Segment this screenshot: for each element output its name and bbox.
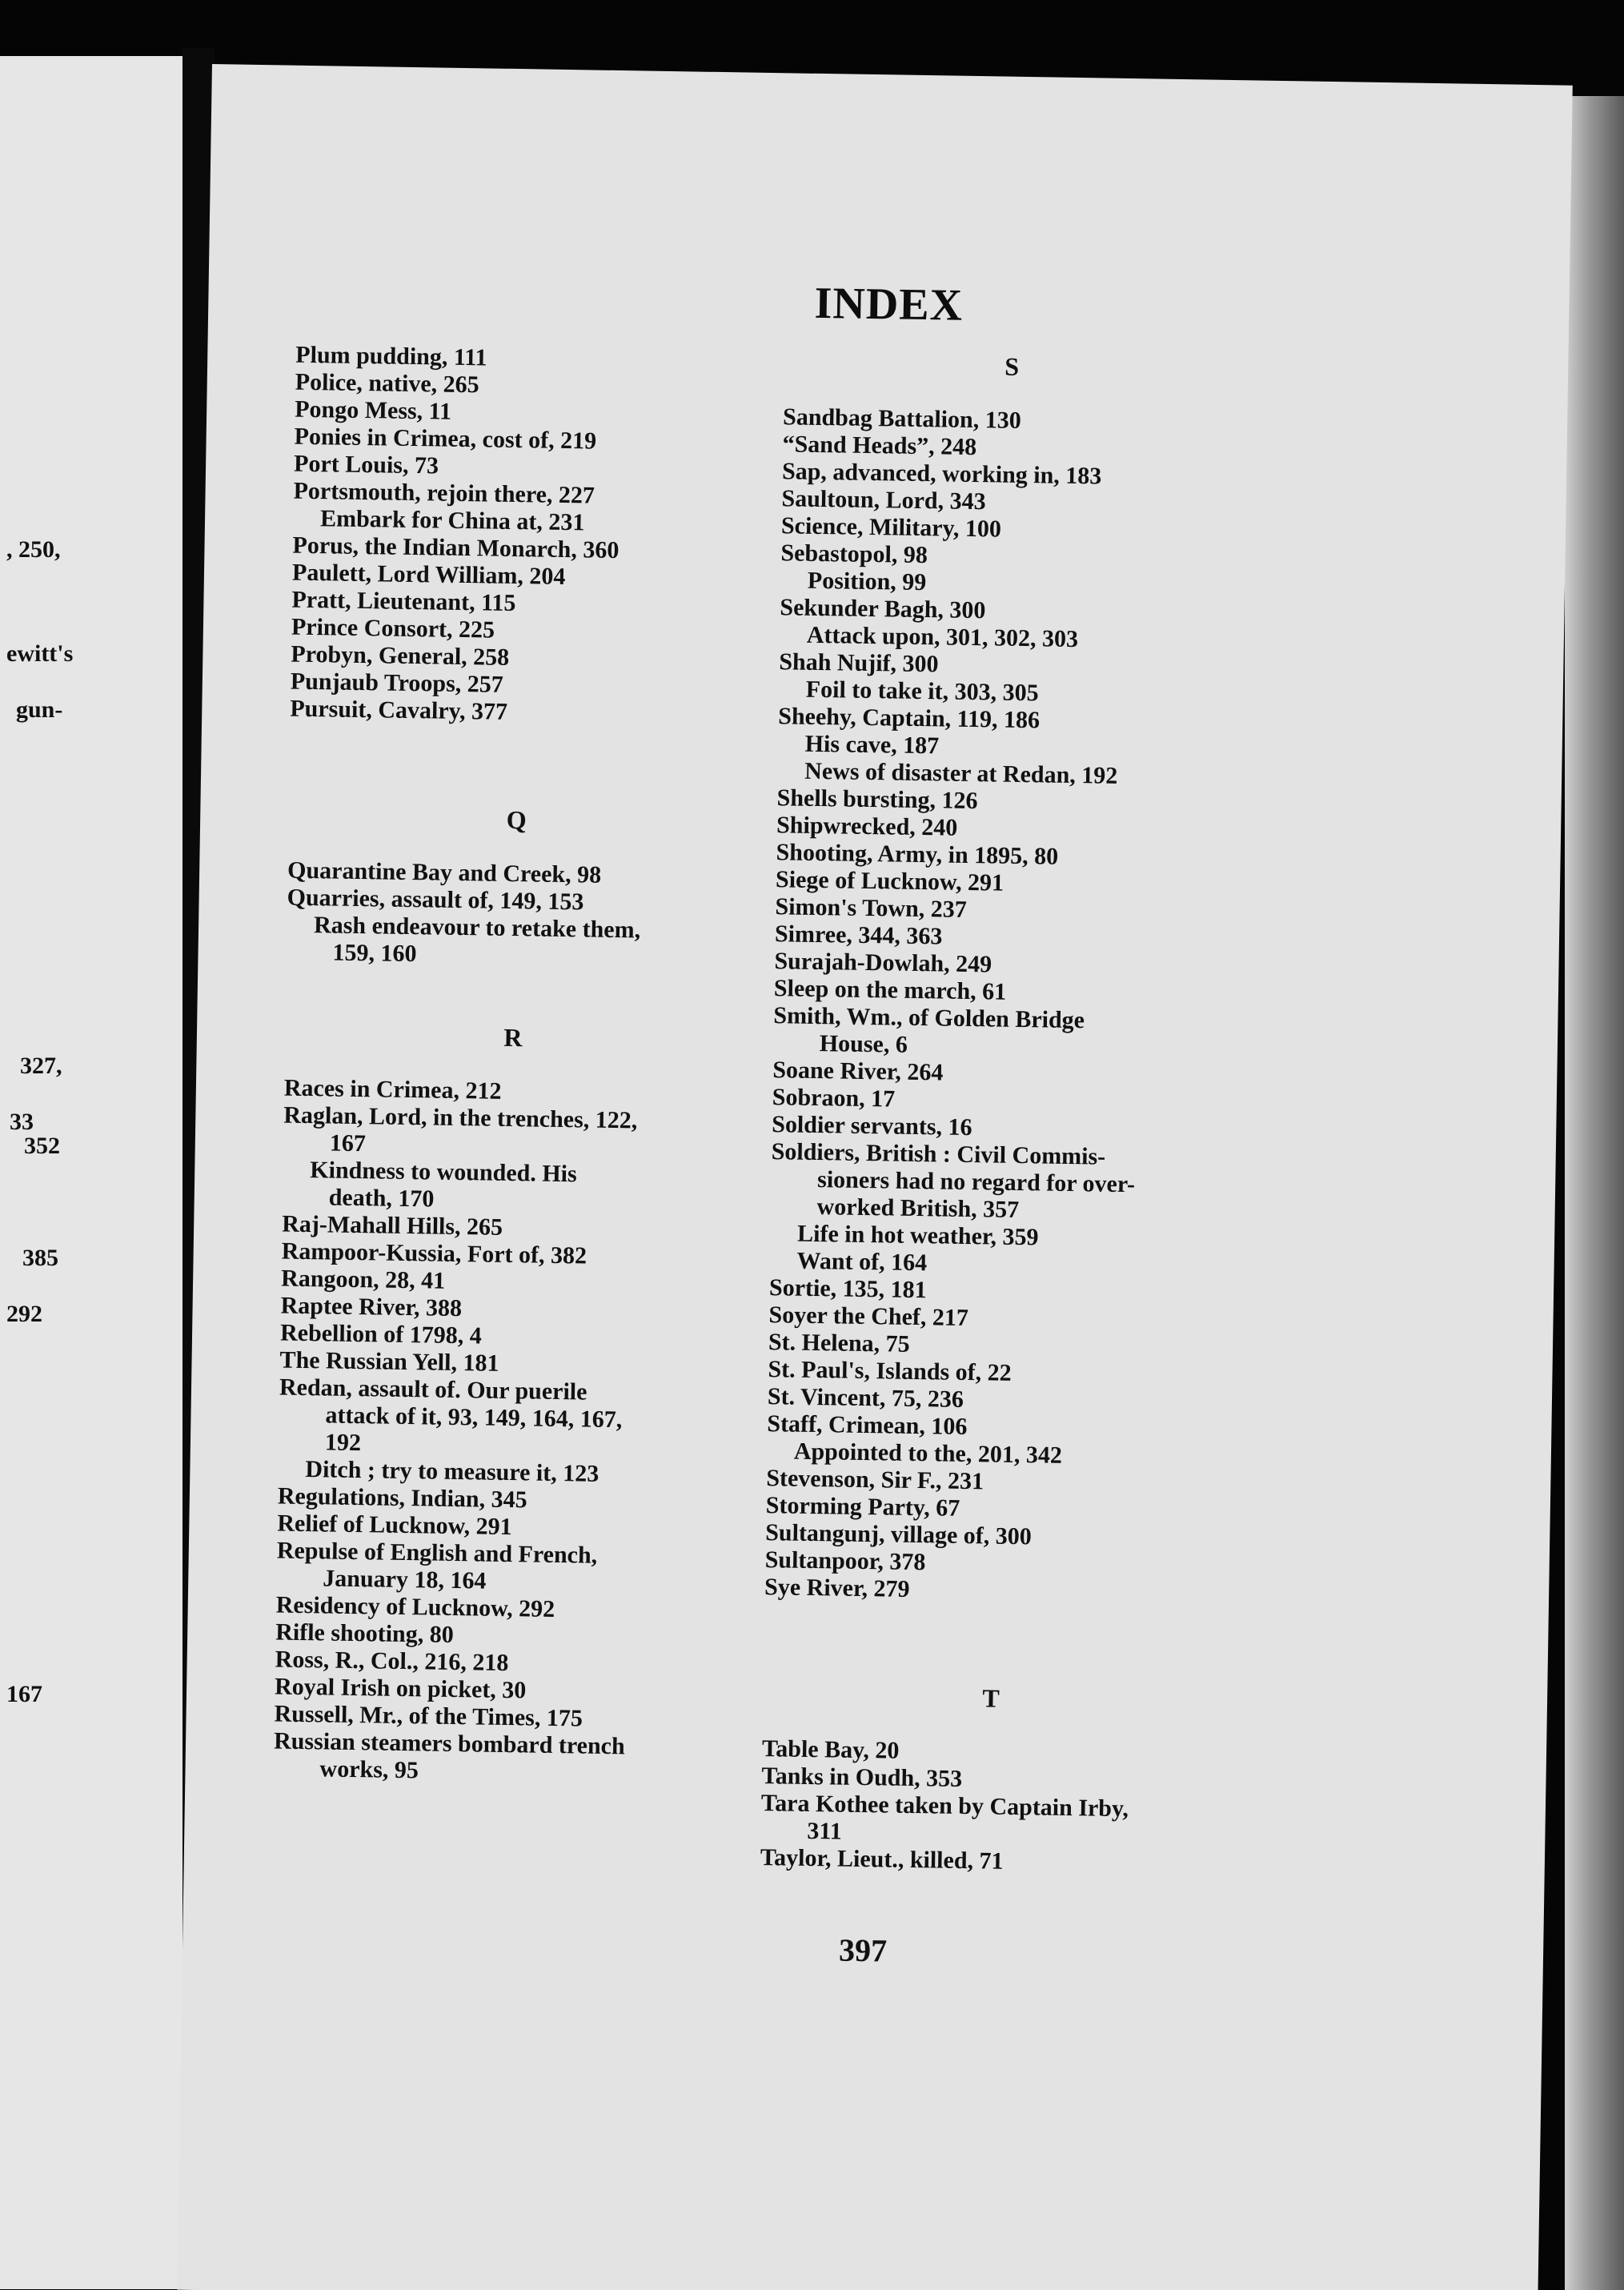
left-fragment-text: 292 [6, 1301, 42, 1327]
index-continuation: House, 6 [819, 1030, 908, 1058]
index-entry: Relief of Lucknow, 291 [277, 1510, 512, 1541]
index-entry: Punjaub Troops, 257 [290, 668, 504, 698]
index-subentry: Attack upon, 301, 302, 303 [806, 621, 1079, 653]
left-fragment-text: ewitt's [6, 640, 74, 667]
index-entry: Sandbag Battalion, 130 [782, 403, 1021, 434]
index-entry: Rifle shooting, 80 [275, 1618, 454, 1648]
index-entry: Shah Nujif, 300 [779, 648, 939, 678]
index-entry: Plum pudding, 111 [295, 341, 487, 371]
index-entry: Pursuit, Cavalry, 377 [290, 695, 508, 725]
index-subentry: Embark for China at, 231 [319, 505, 585, 536]
index-continuation: January 18, 164 [323, 1565, 487, 1594]
index-entry: Sheehy, Captain, 119, 186 [778, 703, 1041, 734]
index-subentry: Want of, 164 [796, 1247, 928, 1277]
index-subentry: Kindness to wounded. His [310, 1157, 577, 1188]
index-entry: Shooting, Army, in 1895, 80 [776, 839, 1059, 870]
index-entry: Police, native, 265 [295, 368, 479, 399]
index-entry: Redan, assault of. Our puerile [279, 1374, 587, 1406]
index-column-left [273, 342, 752, 1790]
index-entry: Shipwrecked, 240 [776, 812, 958, 841]
section-letter-q: Q [506, 804, 527, 835]
index-subentry: Position, 99 [807, 567, 927, 596]
section-letter-s: S [1004, 351, 1020, 381]
index-entry: Ross, R., Col., 216, 218 [275, 1646, 509, 1677]
index-entry: Portsmouth, rejoin there, 227 [293, 477, 595, 509]
index-section-r [273, 1075, 740, 1790]
index-entry: Sekunder Bagh, 300 [780, 594, 986, 624]
index-entry: Quarantine Bay and Creek, 98 [287, 856, 602, 888]
index-entry: “Sand Heads”, 248 [782, 431, 977, 461]
index-entry: Sap, advanced, working in, 183 [781, 458, 1102, 490]
index-column-right [760, 349, 1241, 1879]
left-fragment-text: 327, [20, 1053, 62, 1079]
index-entry: Raptee River, 388 [280, 1292, 463, 1322]
index-entry: Raglan, Lord, in the trenches, 122, [283, 1101, 638, 1134]
index-entry: St. Paul's, Islands of, 22 [768, 1356, 1012, 1386]
facing-page-fragment [0, 56, 192, 2289]
page-number: 397 [838, 1931, 888, 1969]
index-entry: Siege of Lucknow, 291 [775, 866, 1004, 896]
index-section-s [764, 403, 1239, 1608]
index-entry: Surajah-Dowlah, 249 [774, 948, 992, 978]
index-entry: Sebastopol, 98 [780, 539, 928, 569]
index-subentry: Life in hot weather, 359 [796, 1220, 1039, 1251]
left-fragment-text: , 250, [6, 536, 61, 563]
index-entry: St. Vincent, 75, 236 [767, 1383, 964, 1413]
index-subentry: Foil to take it, 303, 305 [805, 676, 1039, 707]
index-entry: Repulse of English and French, [276, 1537, 598, 1569]
index-entry: Soyer the Chef, 217 [768, 1301, 969, 1332]
index-subentry: Appointed to the, 201, 342 [793, 1438, 1063, 1469]
index-entry: Prince Consort, 225 [291, 613, 495, 644]
index-entry: Porus, the Indian Monarch, 360 [292, 531, 620, 564]
index-entry: Rebellion of 1798, 4 [279, 1319, 483, 1350]
index-entry: Races in Crimea, 212 [283, 1074, 502, 1105]
index-entry: Soane River, 264 [772, 1057, 944, 1086]
left-fragment-text: 385 [22, 1245, 58, 1271]
index-entry: Smith, Wm., of Golden Bridge [773, 1002, 1085, 1034]
index-entry: Soldiers, British : Civil Commis- [771, 1138, 1106, 1170]
section-letter-t: T [982, 1683, 1000, 1713]
index-entry: Raj-Mahall Hills, 265 [281, 1210, 503, 1241]
index-entry: Science, Military, 100 [780, 512, 1002, 543]
index-entry: The Russian Yell, 181 [279, 1346, 499, 1377]
index-entry: Sobraon, 17 [772, 1084, 896, 1113]
index-continuation: worked British, 357 [816, 1193, 1020, 1224]
index-entry: Russell, Mr., of the Times, 175 [274, 1700, 583, 1732]
left-fragment-text: 352 [24, 1133, 60, 1159]
index-entry: Probyn, General, 258 [291, 640, 510, 671]
index-entry: Sye River, 279 [764, 1574, 910, 1602]
index-continuation: sioners had no regard for over- [816, 1166, 1136, 1198]
index-continuation: 192 [324, 1429, 362, 1457]
index-entry: Regulations, Indian, 345 [277, 1482, 527, 1514]
page-title: INDEX [814, 278, 964, 331]
index-entry: Sultanpoor, 378 [764, 1546, 926, 1576]
index-continuation: 167 [329, 1129, 367, 1157]
index-entry: Rangoon, 28, 41 [280, 1265, 446, 1294]
index-entry: Table Bay, 20 [761, 1735, 900, 1764]
index-entry: Ponies in Crimea, cost of, 219 [294, 423, 597, 455]
index-entry: Sleep on the march, 61 [773, 975, 1007, 1005]
index-entry: Stevenson, Sir F., 231 [766, 1465, 984, 1495]
section-letter-r: R [503, 1022, 523, 1053]
left-fragment-text: 33 [10, 1109, 34, 1135]
index-entry: Staff, Crimean, 106 [767, 1410, 968, 1441]
index-entry: Sortie, 135, 181 [768, 1274, 927, 1304]
index-subentry: News of disaster at Redan, 192 [804, 757, 1118, 789]
index-entry: Quarries, assault of, 149, 153 [287, 884, 584, 916]
index-entry: St. Helena, 75 [768, 1329, 910, 1358]
index-entry: Tanks in Oudh, 353 [761, 1763, 963, 1792]
index-subentry: His cave, 187 [804, 730, 940, 760]
index-entry: Storming Party, 67 [765, 1492, 960, 1522]
index-entry: Residency of Lucknow, 292 [275, 1591, 555, 1622]
index-entry: Tara Kothee taken by Captain Irby, [760, 1790, 1129, 1823]
index-entry: Pratt, Lieutenant, 115 [291, 586, 516, 617]
index-continuation: 159, 160 [332, 939, 417, 968]
page-edge [1565, 96, 1624, 2290]
index-entry: Rampoor-Kussia, Fort of, 382 [281, 1237, 587, 1269]
index-entry: Royal Irish on picket, 30 [274, 1673, 527, 1704]
index-page [177, 64, 1572, 2290]
left-fragment-text: 167 [6, 1681, 42, 1707]
index-section-t [760, 1735, 1219, 1879]
index-entry: Russian steamers bombard trench [273, 1727, 625, 1760]
index-continuation: 311 [807, 1817, 843, 1845]
index-entry: Simon's Town, 237 [775, 893, 968, 923]
left-fragment-text: gun- [16, 696, 63, 723]
index-entry: Taylor, Lieut., killed, 71 [760, 1844, 1004, 1875]
index-entry: Soldier servants, 16 [772, 1111, 972, 1141]
index-subentry: Ditch ; try to measure it, 123 [305, 1456, 599, 1487]
index-section-p [290, 342, 752, 730]
index-entry: Paulett, Lord William, 204 [291, 559, 566, 591]
index-continuation: attack of it, 93, 149, 164, 167, [325, 1402, 623, 1434]
index-subentry: Rash endeavour to retake them, [313, 912, 641, 944]
index-continuation: works, 95 [319, 1755, 419, 1784]
index-entry: Port Louis, 73 [293, 450, 439, 479]
index-entry: Simree, 344, 363 [774, 920, 943, 950]
index-entry: Shells bursting, 126 [776, 784, 978, 815]
index-entry: Sultangunj, village of, 300 [765, 1519, 1033, 1550]
index-entry: Pongo Mess, 11 [294, 395, 452, 425]
index-section-q [286, 857, 744, 973]
index-continuation: death, 170 [328, 1184, 435, 1213]
index-entry: Saultoun, Lord, 343 [781, 485, 986, 515]
